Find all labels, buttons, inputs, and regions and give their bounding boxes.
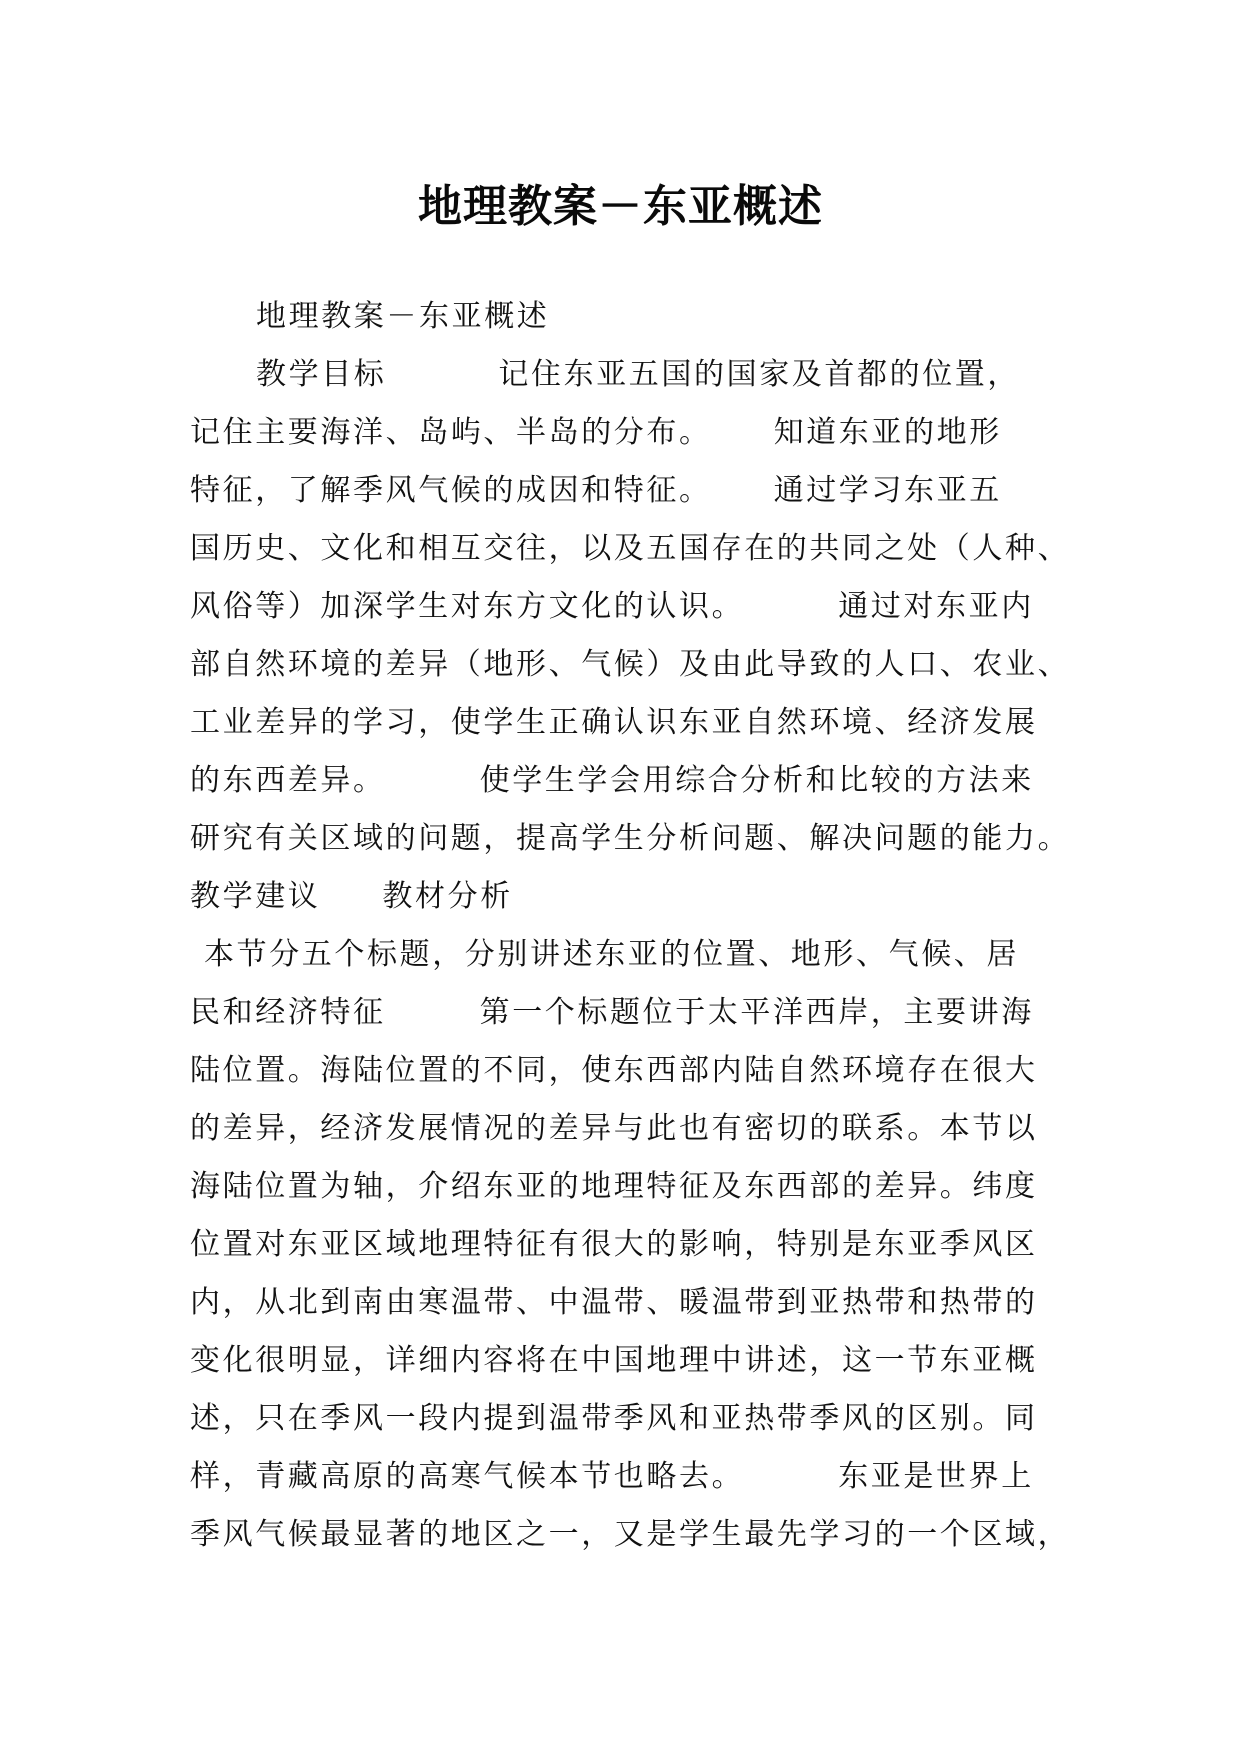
text-segment: 教材分析 [382, 879, 513, 914]
text-segment: 变化很明显，详细内容将在中国地理中讲述，这一节东亚概 [190, 1343, 1038, 1378]
paragraph-line [190, 1216, 1060, 1274]
text-segment: 东亚是世界上 [838, 1459, 1034, 1494]
text-segment: 通过学习东亚五 [773, 473, 1002, 508]
text-segment: 知道东亚的地形 [773, 415, 1002, 450]
text-segment: 海陆位置为轴，介绍东亚的地理特征及东西部的差异。纬度 [190, 1169, 1038, 1204]
paragraph-line [190, 868, 1060, 926]
text-segment: 的东西差异。 [190, 763, 386, 798]
paragraph-line [190, 520, 1071, 578]
text-segment: 民和经济特征 [190, 995, 386, 1030]
paragraph-line [190, 984, 1060, 1042]
paragraph-line [190, 404, 1060, 462]
document-body [190, 288, 1071, 1564]
paragraph-line [190, 462, 1060, 520]
text-segment: 样，青藏高原的高寒气候本节也略去。 [190, 1459, 745, 1494]
text-segment: 陆位置。海陆位置的不同，使东西部内陆自然环境存在很大 [190, 1053, 1038, 1088]
paragraph-line [190, 288, 1060, 346]
paragraph-line [190, 1042, 1060, 1100]
paragraph-line [190, 1448, 1060, 1506]
paragraph-line [190, 926, 1060, 984]
paragraph-line [190, 1390, 1060, 1448]
paragraph-line [190, 1100, 1060, 1158]
paragraph-line [190, 810, 1071, 868]
paragraph-line [190, 1158, 1060, 1216]
text-segment: 风俗等）加深学生对东方文化的认识。 [190, 589, 745, 624]
text-segment: 使学生学会用综合分析和比较的方法来 [479, 763, 1034, 798]
text-segment: 工业差异的学习，使学生正确认识东亚自然环境、经济发展 [190, 705, 1038, 740]
paragraph-line [190, 636, 1071, 694]
paragraph-line [190, 694, 1060, 752]
text-segment: 记住主要海洋、岛屿、半岛的分布。 [190, 415, 712, 450]
text-segment: 地理教案－东亚概述 [256, 299, 550, 334]
document-title: 地理教案－东亚概述 [418, 181, 823, 233]
paragraph-line [190, 578, 1060, 636]
text-segment: 部自然环境的差异（地形、气候）及由此导致的人口、农业、 [190, 647, 1071, 682]
text-segment: 位置对东亚区域地理特征有很大的影响，特别是东亚季风区 [190, 1227, 1038, 1262]
text-segment: 国历史、文化和相互交往，以及五国存在的共同之处（人种、 [190, 531, 1071, 566]
paragraph-line [190, 1274, 1060, 1332]
text-segment: 记住东亚五国的国家及首都的位置， [498, 357, 1021, 392]
text-segment: 通过对东亚内 [838, 589, 1034, 624]
text-segment: 内，从北到南由寒温带、中温带、暖温带到亚热带和热带的 [190, 1285, 1038, 1320]
text-segment: 本节分五个标题，分别讲述东亚的位置、地形、气候、居 [204, 937, 1019, 972]
paragraph-line [190, 346, 1060, 404]
text-segment: 述，只在季风一段内提到温带季风和亚热带季风的区别。同 [190, 1401, 1038, 1436]
text-segment: 的差异，经济发展情况的差异与此也有密切的联系。本节以 [190, 1111, 1038, 1146]
text-segment: 季风气候最显著的地区之一，又是学生最先学习的一个区域， [190, 1517, 1071, 1552]
text-segment: 第一个标题位于太平洋西岸，主要讲海 [479, 995, 1034, 1030]
text-segment: 研究有关区域的问题，提高学生分析问题、解决问题的能力。 [190, 821, 1071, 856]
paragraph-line [190, 1506, 1071, 1564]
paragraph-line [190, 1332, 1060, 1390]
text-segment: 特征，了解季风气候的成因和特征。 [190, 473, 712, 508]
paragraph-line [190, 752, 1060, 810]
text-segment: 教学目标 [256, 357, 387, 392]
text-segment: 教学建议 [190, 879, 321, 914]
